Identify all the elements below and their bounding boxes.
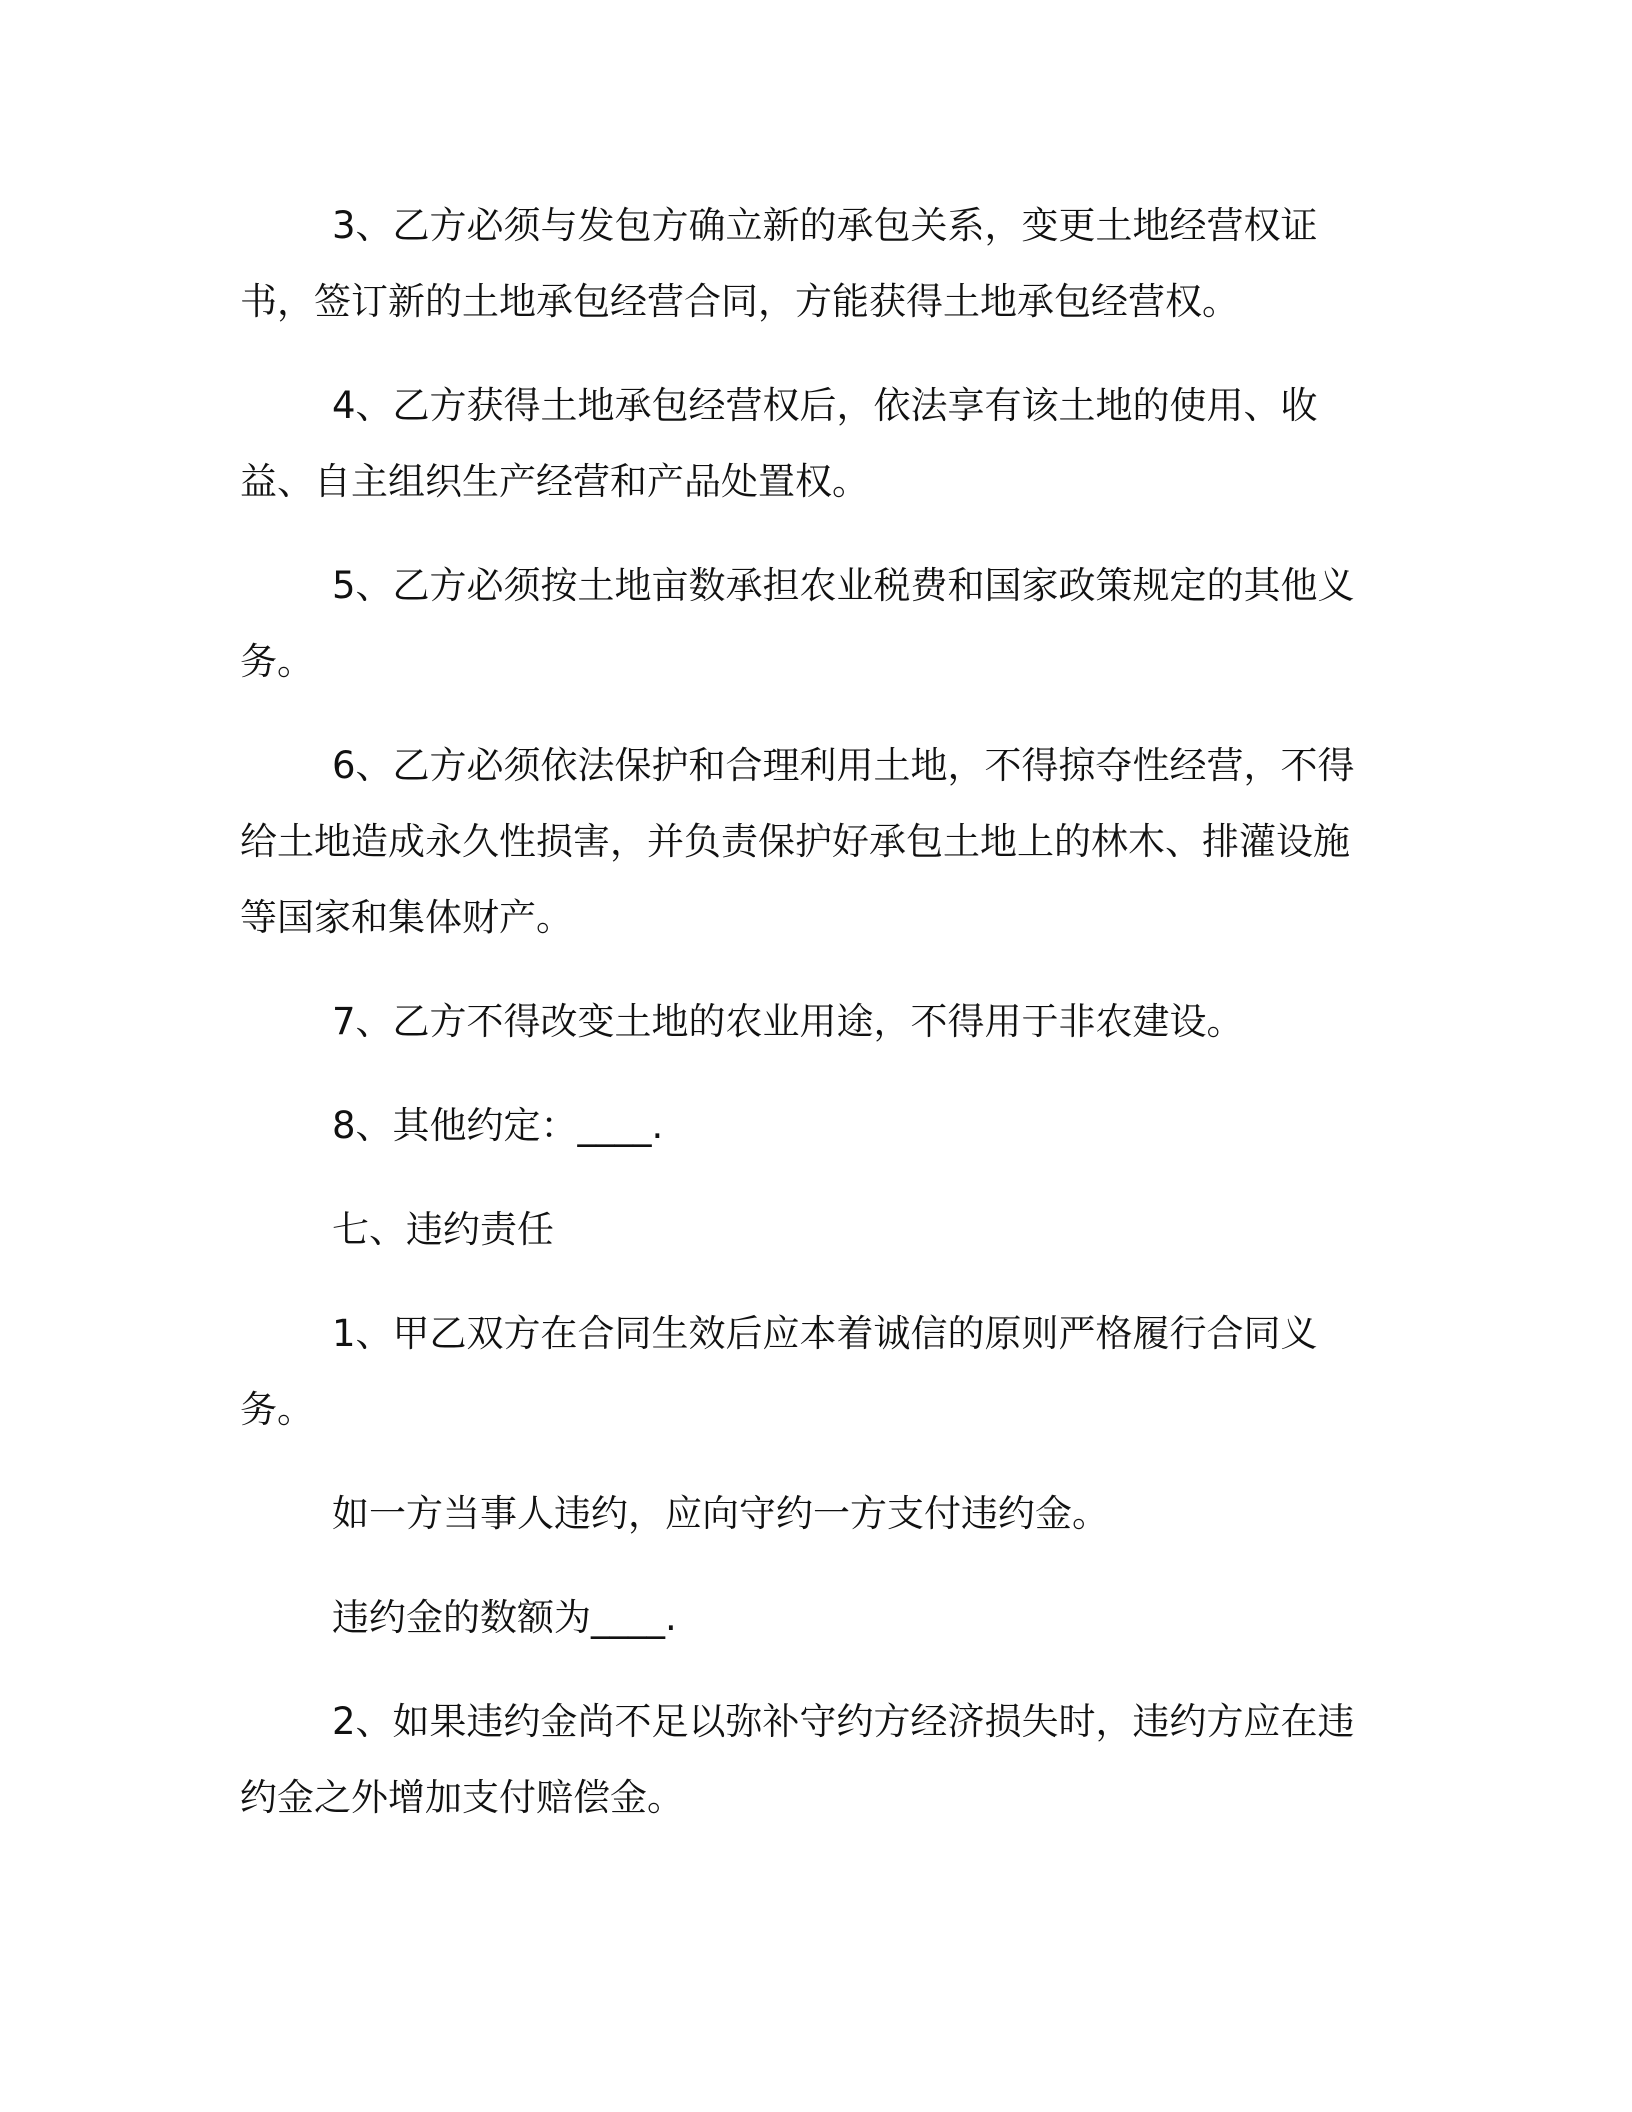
penalty-amount-paragraph: 违约金的数额为____. [332,1596,677,1639]
clause-6-paragraph: 6、乙方必须依法保护和合理利用土地，不得掠夺性经营，不得给土地造成永久性损害，并负责保护好承包土地上的林木、排灌设施等国家和集体财产。 [240,744,1355,939]
breach-clause-1-paragraph: 1、甲乙双方在合同生效后应本着诚信的原则严格履行合同义务。 [240,1312,1318,1431]
clause-5-paragraph: 5、乙方必须按土地亩数承担农业税费和国家政策规定的其他义务。 [240,564,1355,683]
clause-7-paragraph: 7、乙方不得改变土地的农业用途，不得用于非农建设。 [332,1000,1244,1043]
clause-3-paragraph: 3、乙方必须与发包方确立新的承包关系，变更土地经营权证书，签订新的土地承包经营合同，方能获得土地承包经营权。 [240,204,1318,323]
section-heading-breach-liability: 七、违约责任 [332,1208,554,1251]
breach-clause-2-paragraph: 2、如果违约金尚不足以弥补守约方经济损失时，违约方应在违约金之外增加支付赔偿金。 [240,1700,1355,1819]
clause-8-paragraph: 8、其他约定：____. [332,1104,664,1147]
document-body [240,188,1380,1836]
clause-4-paragraph: 4、乙方获得土地承包经营权后，依法享有该土地的使用、收益、自主组织生产经营和产品处置权。 [240,384,1318,503]
penalty-payment-paragraph: 如一方当事人违约，应向守约一方支付违约金。 [332,1492,1109,1535]
